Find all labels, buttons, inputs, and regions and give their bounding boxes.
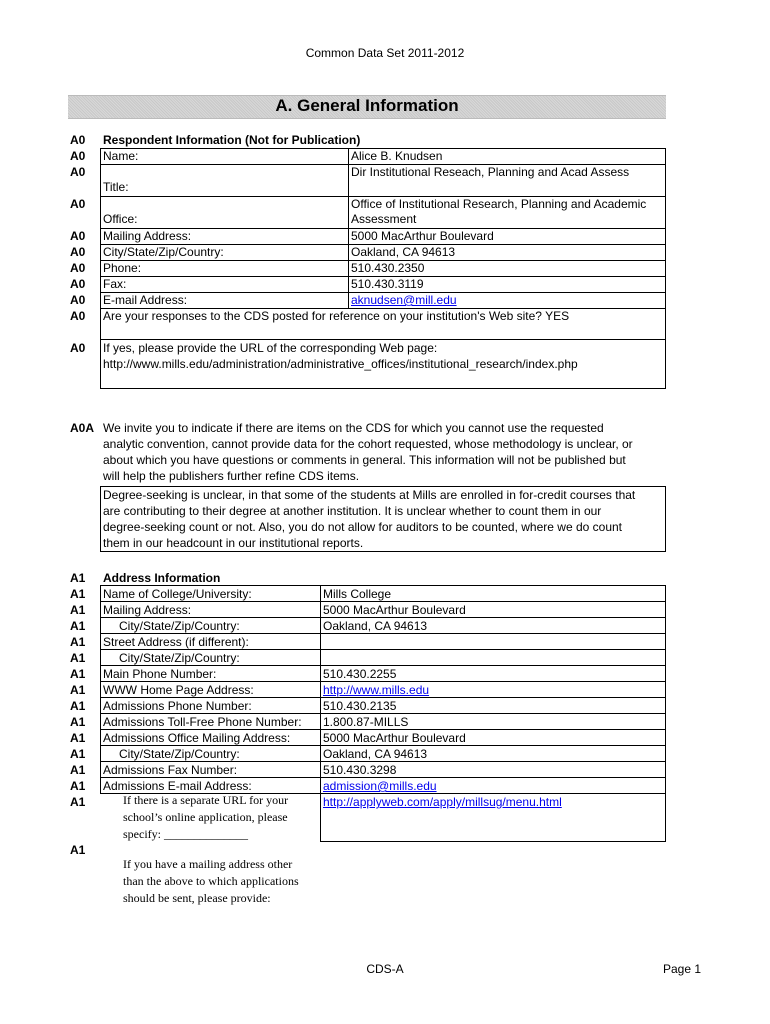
homepage-link[interactable]: http://www.mills.edu	[323, 683, 430, 697]
field-label-fax: Fax:	[103, 277, 127, 291]
field-value: Oakland, CA 94613	[323, 747, 428, 761]
field-label: Admissions Phone Number:	[103, 699, 252, 713]
item-code: A1	[70, 587, 86, 601]
separate-url-prompt-line: school’s online application, please	[123, 810, 288, 824]
a0a-intro-line: analytic convention, cannot provide data for the cohort requested, whose methodology is unclear, or	[103, 437, 633, 451]
item-code: A0A	[70, 421, 95, 435]
field-label-email: E-mail Address:	[103, 293, 188, 307]
item-code: A1	[70, 603, 86, 617]
field-label: Admissions E-mail Address:	[103, 779, 252, 793]
table-rule	[100, 585, 666, 586]
field-label: City/State/Zip/Country:	[119, 619, 240, 633]
url-value: http://www.mills.edu/administration/administrative_offices/institutional_research/index.php	[103, 357, 578, 371]
field-value: 5000 MacArthur Boulevard	[323, 603, 466, 617]
application-url-link[interactable]: http://applyweb.com/apply/millsug/menu.html	[323, 795, 562, 809]
field-value: 1.800.87-MILLS	[323, 715, 409, 729]
field-label: WWW Home Page Address:	[103, 683, 254, 697]
comment-line: them in our headcount in our institutional reports.	[103, 536, 364, 550]
item-code: A0	[70, 277, 86, 291]
field-label: Admissions Toll-Free Phone Number:	[103, 715, 302, 729]
table-rule	[665, 148, 666, 388]
field-value-name: Alice B. Knudsen	[351, 149, 443, 163]
item-code: A0	[70, 149, 86, 163]
field-label: Admissions Office Mailing Address:	[103, 731, 291, 745]
a0a-intro-line: about which you have questions or comments in general. This information will not be published but	[103, 453, 626, 467]
item-code: A0	[70, 229, 86, 243]
comment-line: degree-seeking count or not. Also, you do not allow for auditors to be counted, where we do count	[103, 520, 622, 534]
field-label-title: Title:	[103, 180, 129, 194]
item-code: A1	[70, 843, 86, 857]
footer-section-label: CDS-A	[366, 962, 404, 976]
field-label: City/State/Zip/Country:	[119, 747, 240, 761]
url-question: If yes, please provide the URL of the corresponding Web page:	[103, 341, 438, 355]
item-code: A1	[70, 699, 86, 713]
table-rule	[665, 585, 666, 841]
table-rule	[100, 148, 101, 388]
posted-question: Are your responses to the CDS posted for reference on your institution's Web site? YES	[103, 309, 570, 323]
field-label: Name of College/University:	[103, 587, 252, 601]
field-value-office: Office of Institutional Research, Planning and Academic	[351, 197, 647, 211]
item-code: A0	[70, 261, 86, 275]
mailing-prompt-line: should be sent, please provide:	[123, 891, 271, 905]
field-value: 5000 MacArthur Boulevard	[323, 731, 466, 745]
separate-url-prompt-line: specify: ______________	[123, 827, 248, 841]
item-code: A0	[70, 293, 86, 307]
section-title: A. General Information	[275, 96, 459, 115]
field-label: Mailing Address:	[103, 603, 192, 617]
mailing-prompt-line: than the above to which applications	[123, 874, 299, 888]
field-value-city-state-zip: Oakland, CA 94613	[351, 245, 456, 259]
admissions-email-link[interactable]: admission@mills.edu	[323, 779, 437, 793]
table-rule	[320, 585, 321, 841]
a0a-intro-line: We invite you to indicate if there are items on the CDS for which you cannot use the requested	[103, 421, 604, 435]
field-value-fax: 510.430.3119	[351, 277, 424, 291]
field-value-phone: 510.430.2350	[351, 261, 425, 275]
item-code: A0	[70, 341, 86, 355]
item-code: A0	[70, 245, 86, 259]
field-label-name: Name:	[103, 149, 139, 163]
item-code: A0	[70, 133, 86, 147]
page-number: Page 1	[663, 962, 702, 976]
item-code: A1	[70, 635, 86, 649]
item-code: A0	[70, 197, 86, 211]
field-label: Street Address (if different):	[103, 635, 249, 649]
table-rule	[320, 841, 666, 842]
field-value: 510.430.3298	[323, 763, 397, 777]
field-label: Admissions Fax Number:	[103, 763, 238, 777]
field-label-phone: Phone:	[103, 261, 142, 275]
email-link[interactable]: aknudsen@mill.edu	[351, 293, 457, 307]
item-code: A1	[70, 779, 86, 793]
item-code: A1	[70, 667, 86, 681]
field-value-office-cont: Assessment	[351, 212, 417, 226]
field-label-mailing-address: Mailing Address:	[103, 229, 192, 243]
item-code: A1	[70, 763, 86, 777]
field-label-office: Office:	[103, 212, 138, 226]
item-code: A1	[70, 795, 86, 809]
item-code: A1	[70, 747, 86, 761]
table-rule	[348, 148, 349, 308]
separate-url-prompt-line: If there is a separate URL for your	[123, 793, 289, 807]
item-code: A0	[70, 309, 86, 323]
comment-line: Degree-seeking is unclear, in that some of the students at Mills are enrolled in for-credit courses that	[103, 488, 636, 502]
item-code: A1	[70, 571, 86, 585]
field-value-title: Dir Institutional Reseach, Planning and Acad Assess	[351, 165, 630, 179]
document-header: Common Data Set 2011-2012	[305, 46, 465, 60]
field-value: Mills College	[323, 587, 392, 601]
address-heading: Address Information	[103, 571, 221, 585]
item-code: A1	[70, 731, 86, 745]
item-code: A1	[70, 651, 86, 665]
field-value: Oakland, CA 94613	[323, 619, 428, 633]
field-label: Main Phone Number:	[103, 667, 217, 681]
a0a-intro-line: will help the publishers further refine CDS items.	[103, 469, 360, 483]
item-code: A0	[70, 165, 86, 179]
comment-line: are contributing to their degree at another institution. It is unclear whether to count them in our	[103, 504, 602, 518]
field-value-mailing-address: 5000 MacArthur Boulevard	[351, 229, 494, 243]
item-code: A1	[70, 683, 86, 697]
item-code: A1	[70, 715, 86, 729]
field-label: City/State/Zip/Country:	[119, 651, 240, 665]
mailing-prompt-line: If you have a mailing address other	[123, 857, 293, 871]
field-value: 510.430.2135	[323, 699, 397, 713]
table-rule	[100, 339, 666, 340]
table-rule	[100, 388, 666, 389]
table-rule	[100, 585, 101, 793]
respondent-heading: Respondent Information (Not for Publication)	[103, 133, 361, 147]
field-value: 510.430.2255	[323, 667, 397, 681]
field-label-city-state-zip: City/State/Zip/Country:	[103, 245, 224, 259]
item-code: A1	[70, 619, 86, 633]
